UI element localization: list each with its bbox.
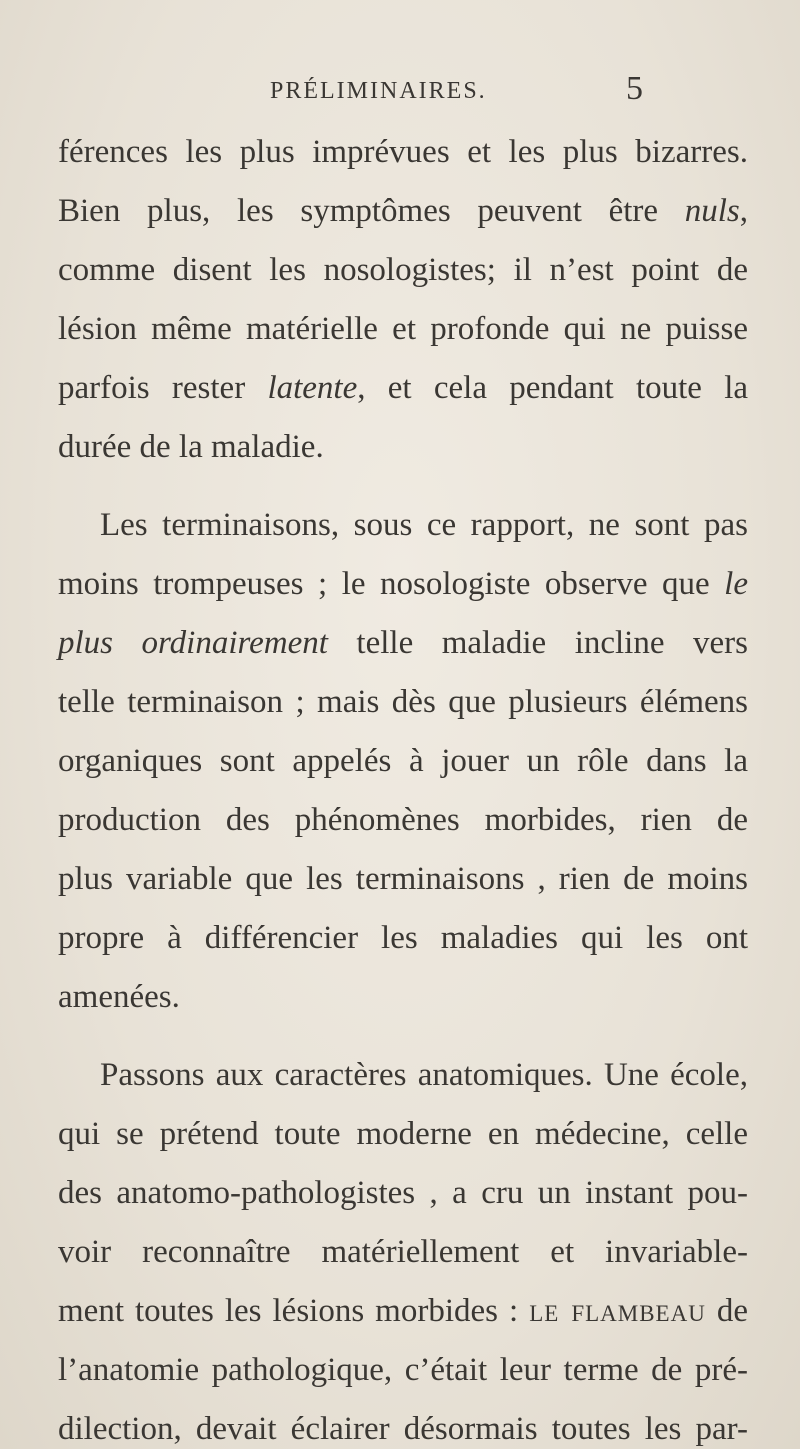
italic-word: le xyxy=(724,566,748,602)
text-line: Les terminaisons, sous ce rapport, ne sont pas xyxy=(100,507,748,543)
text-line: lésion même matérielle et profonde qui ne puisse xyxy=(58,311,748,347)
italic-word: latente xyxy=(267,370,358,406)
text-line: propre à différencier les maladies qui les ont xyxy=(58,920,748,956)
text-line xyxy=(58,1291,748,1331)
text-span: de xyxy=(705,1293,748,1329)
text-line xyxy=(58,623,748,663)
italic-word: nuls xyxy=(684,193,740,229)
text-line: telle terminaison ; mais dès que plusieurs élémens xyxy=(58,684,748,720)
text-span: parfois rester xyxy=(58,370,268,406)
text-line: qui se prétend toute moderne en médecine, celle xyxy=(58,1116,748,1152)
text-line: comme disent les nosologistes; il n’est point de xyxy=(58,252,748,288)
text-line: dilection, devait éclairer désormais toutes les par- xyxy=(58,1411,748,1447)
text-span: ment toutes les lésions morbides : xyxy=(58,1293,530,1329)
text-span: Bien plus, les symptômes peuvent être xyxy=(58,193,685,229)
text-line: durée de la maladie. xyxy=(58,429,324,465)
text-line: plus variable que les terminaisons , rien de moins xyxy=(58,861,748,897)
text-line: organiques sont appelés à jouer un rôle dans la xyxy=(58,743,748,779)
text-line: production des phénomènes morbides, rien de xyxy=(58,802,748,838)
text-line xyxy=(58,564,748,604)
running-head: PRÉLIMINAIRES. xyxy=(270,78,487,104)
text-line: l’anatomie pathologique, c’était leur terme de pré- xyxy=(58,1352,748,1388)
italic-phrase: plus ordinairement xyxy=(58,625,328,661)
text-line: des anatomo-pathologistes , a cru un instant pou- xyxy=(58,1175,748,1211)
text-line xyxy=(58,191,748,231)
text-span: telle maladie incline vers xyxy=(327,625,748,661)
text-line: voir reconnaître matériellement et invariable- xyxy=(58,1234,748,1270)
small-caps-phrase: le flambeau xyxy=(529,1293,706,1329)
text-span: , et cela pendant toute la xyxy=(357,370,749,406)
text-line xyxy=(58,368,748,408)
text-span: moins trompeuses ; le nosologiste observe que xyxy=(58,566,725,602)
text-line: amenées. xyxy=(58,979,180,1015)
text-line: férences les plus imprévues et les plus bizarres. xyxy=(58,134,748,170)
text-line: Passons aux caractères anatomiques. Une école, xyxy=(100,1057,748,1093)
text-span: , xyxy=(739,193,748,229)
page-number: 5 xyxy=(626,70,643,107)
